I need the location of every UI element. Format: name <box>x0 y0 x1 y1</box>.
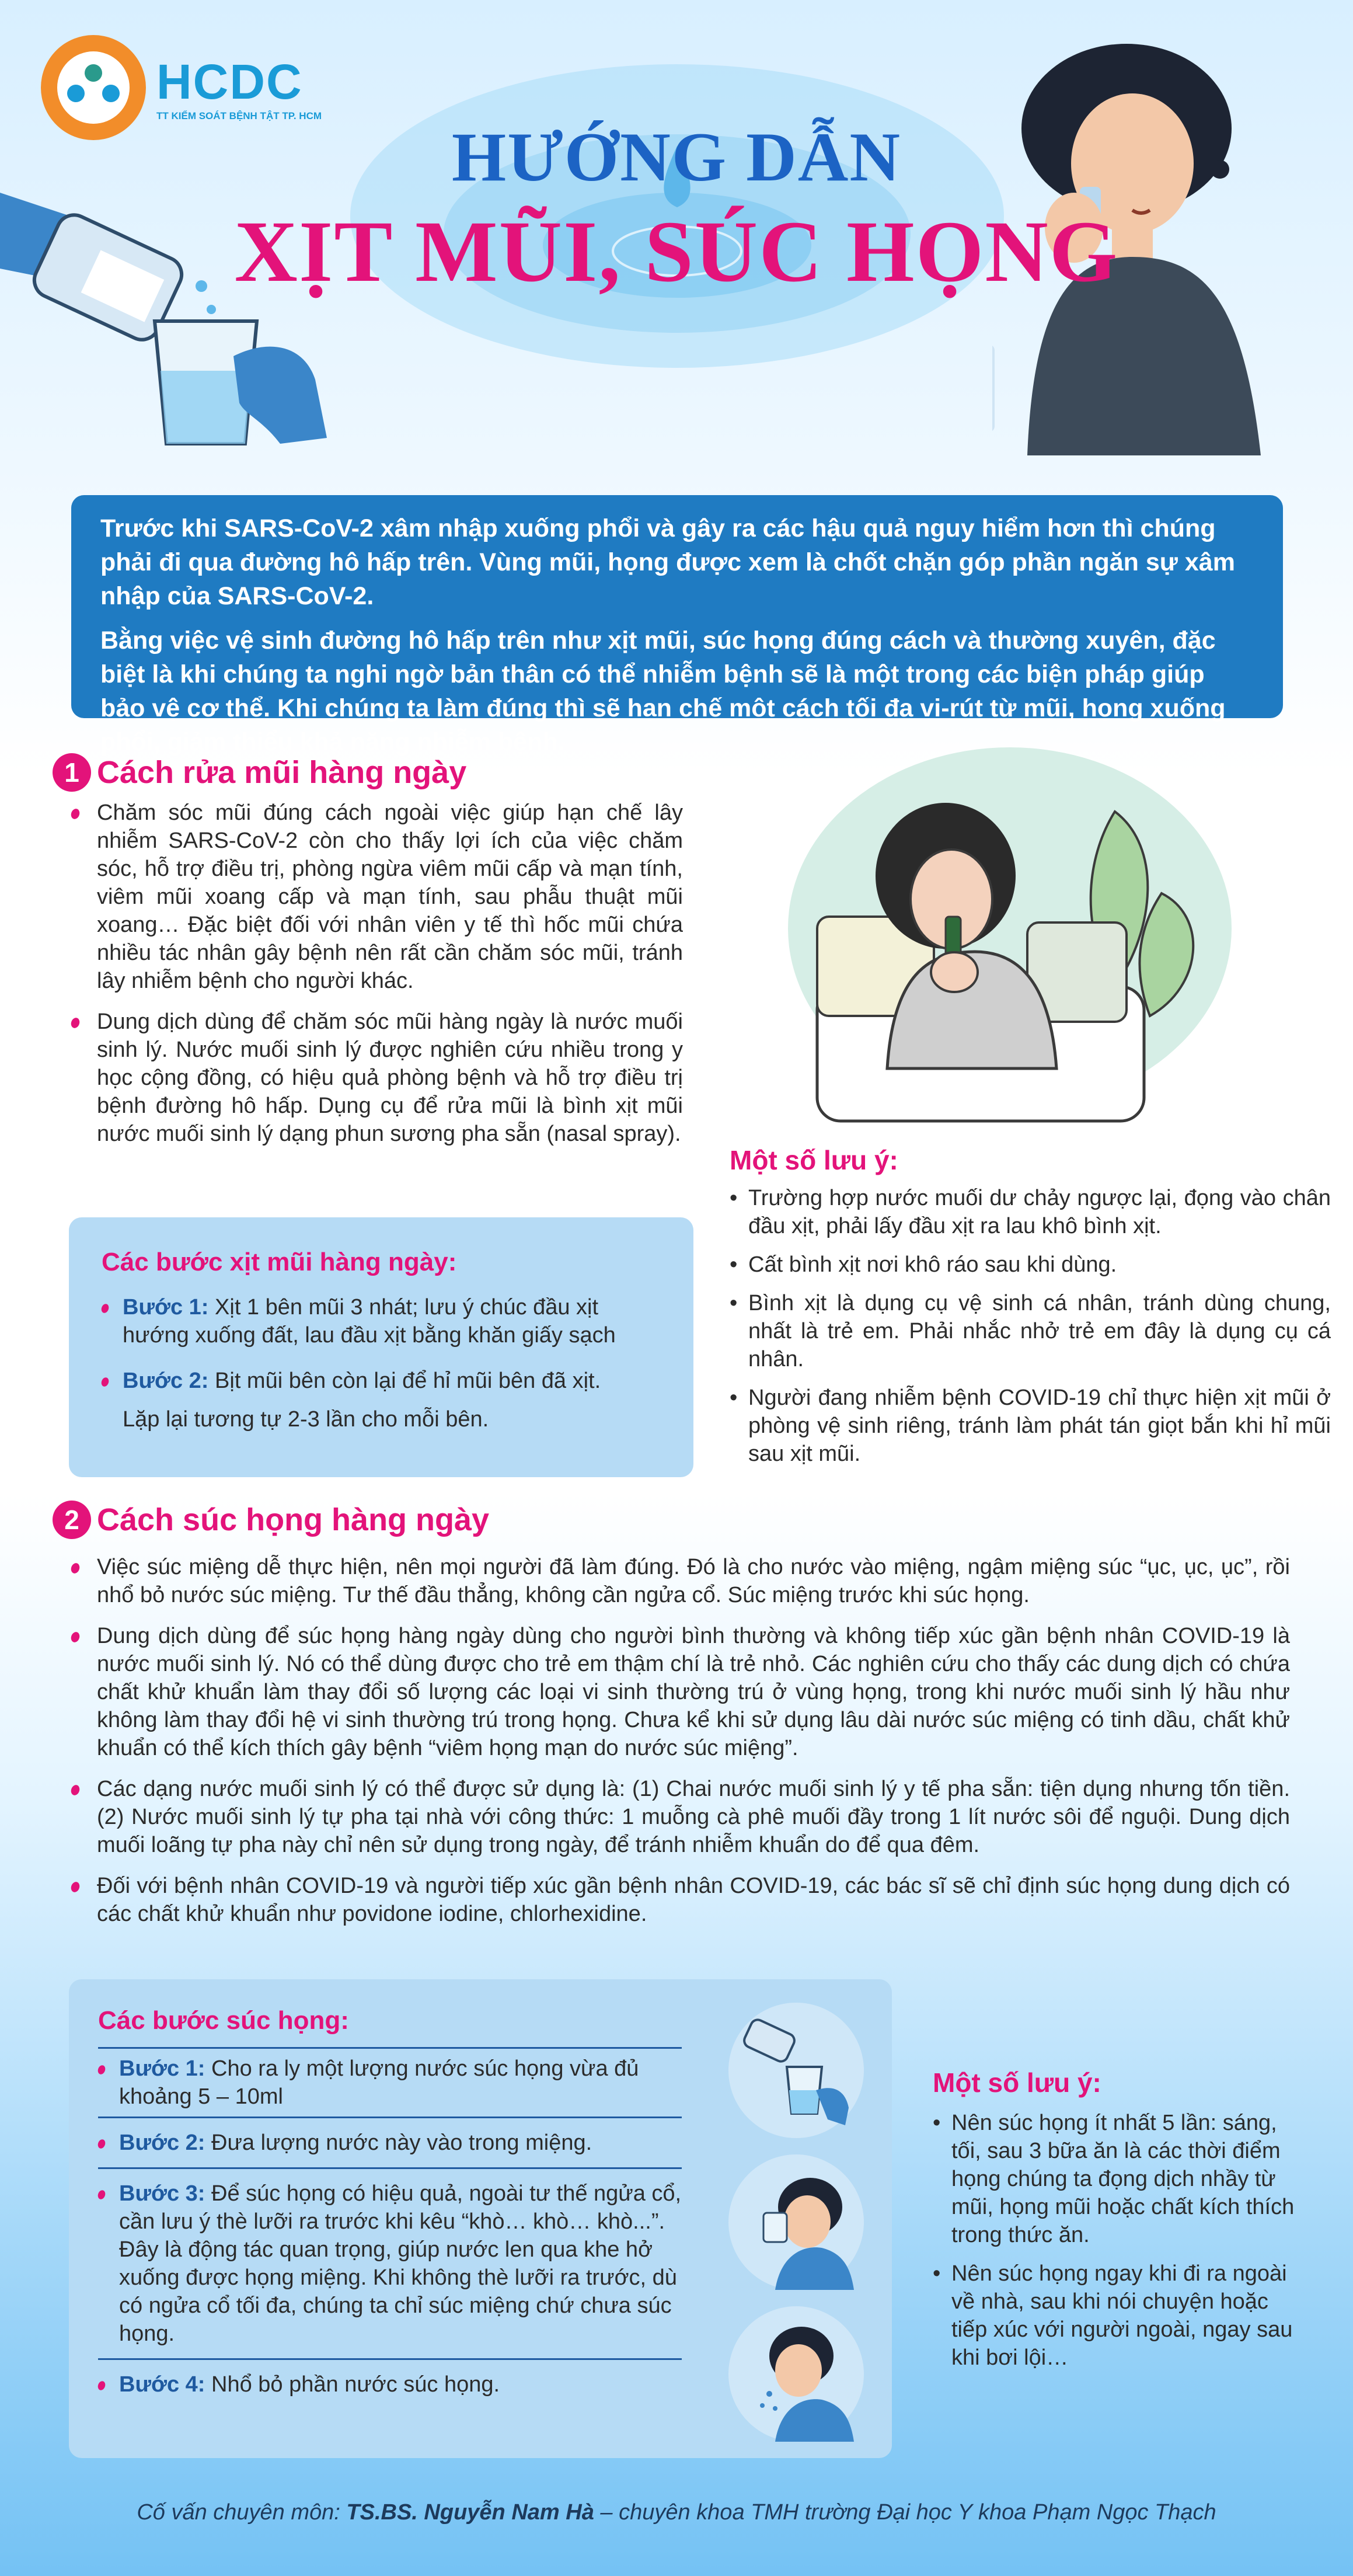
title-line-1: HƯỚNG DẪN <box>451 118 902 196</box>
section-2-number: 2 <box>53 1501 91 1539</box>
list-item: Dung dịch dùng để chăm sóc mũi hàng ngày là nước muối sinh lý. Nước muối sinh lý được nghiên cứu nhiều trong y học cộng đồng, có hiệu quả phòng bệnh và hỗ trợ điều trị bệnh đường hô hấp. Dụng cụ để rửa mũi là bình xịt mũi nước muối sinh lý dạng phun sương pha sẵn (nasal spray). <box>70 1008 683 1148</box>
intro-box <box>71 495 1283 756</box>
step-label: Bước 2: <box>123 1369 209 1393</box>
gargle-steps-box <box>69 1979 892 2458</box>
step-label: Bước 1: <box>119 2056 205 2081</box>
drinking-water-step-icon <box>728 2154 864 2290</box>
step-text: Cho ra ly một lượng nước súc họng vừa đủ khoảng 5 – 10ml <box>119 2056 639 2109</box>
step-text: Để súc họng có hiệu quả, ngoài tư thế ngửa cổ, cần lưu ý thè lưỡi ra trước khi kêu “khò… khò… khò...”. Đây là động tác quan trọng, giúp nước len qua khe hở xuống được họng miệng. Khi không thè lưỡi ra trước, dù có ngửa cổ tối đa, chúng ta chỉ súc miệng chứ chưa súc họng. <box>119 2181 682 2346</box>
nasal-step-2 <box>102 1367 661 1395</box>
step-label: Bước 3: <box>119 2181 205 2206</box>
gargle-step-1 <box>98 2055 703 2111</box>
nasal-steps-box <box>69 1217 693 1477</box>
nasal-step-1 <box>102 1293 661 1349</box>
section-1-number: 1 <box>53 753 91 792</box>
woman-sick-in-bed-illustration <box>753 742 1237 1150</box>
gargle-step-2 <box>98 2129 703 2157</box>
list-item: Chăm sóc mũi đúng cách ngoài việc giúp hạn chế lây nhiễm SARS-CoV-2 còn cho thấy lợi ích của việc chăm sóc, hỗ trợ điều trị, phòng ngừa viêm mũi cấp và mạn tính, viêm mũi xoang cấp và mạn tính, sau phẫu thuật mũi xoang… Đặc biệt đối với nhân viên y tế thì hốc mũi chứa nhiều tác nhân gây bệnh nên rất cần chăm sóc mũi, tránh lây nhiễm bệnh cho người khác. <box>70 799 683 995</box>
list-item: Các dạng nước muối sinh lý có thể được sử dụng là: (1) Chai nước muối sinh lý y tế pha sẵn: tiện dụng nhưng tốn tiền. (2) Nước muối sinh lý tự pha tại nhà với công thức: 1 muỗng cà phê muối đầy trong 1 lít nước sôi để nguội. Dung dịch muối loãng tự pha này chỉ nên sử dụng trong ngày, để tránh nhiễm khuẩn do để qua đêm. <box>70 1775 1290 1859</box>
list-item: Việc súc miệng dễ thực hiện, nên mọi người đã làm đúng. Đó là cho nước vào miệng, ngậm miệng súc “ục, ục, ục”, rồi nhổ bỏ nước súc miệng. Tư thế đầu thẳng, không cần ngửa cổ. Súc miệng trước khi súc họng. <box>70 1553 1290 1609</box>
gargle-step-3 <box>98 2180 703 2348</box>
list-item: • Bình xịt là dụng cụ vệ sinh cá nhân, tránh dùng chung, nhất là trẻ em. Phải nhắc nhở trẻ em đây là dụng cụ cá nhân. <box>730 1289 1331 1373</box>
spitting-water-step-icon <box>728 2306 864 2442</box>
section-1-bullets <box>70 799 683 1161</box>
footer-prefix: Cố vấn chuyên môn: <box>137 2500 347 2525</box>
gargle-notes-title: Một số lưu ý: <box>933 2067 1101 2098</box>
section-1-header <box>53 753 466 792</box>
step-text: Nhổ bỏ phần nước súc họng. <box>211 2372 500 2397</box>
gargle-notes-list <box>933 2109 1295 2372</box>
list-item: Dung dịch dùng để súc họng hàng ngày dùng cho người bình thường và không tiếp xúc gần bệnh nhân COVID-19 là nước muối sinh lý. Nó có thể dùng được cho trẻ em thậm chí là trẻ nhỏ. Các nghiên cứu cho thấy các dung dịch có chứa chất khử khuẩn làm thay đổi số lượng các loại vi sinh thường trú ở vùng họng, trong khi nước muối sinh lý hầu như không làm thay đổi hệ vi sinh thường trú trong họng. Chưa kể khi sử dụng lâu dài nước súc miệng có tinh dầu, chất khử khuẩn có thể kích thích gây bệnh “viêm họng mạn do nước súc miệng”. <box>70 1622 1290 1762</box>
intro-paragraph-2: Bằng việc vệ sinh đường hô hấp trên như xịt mũi, súc họng đúng cách và thường xuyên, đặc biệt là khi chúng ta nghi ngờ bản thân có thể nhiễm bệnh sẽ là một trong các biện pháp giúp bảo vệ cơ thể. Khi chúng ta làm đúng thì sẽ hạn chế một cách tối đa vi-rút từ mũi, họng xuống phổi, giảm thiểu khả năng nhiễm bệnh. <box>100 626 1226 756</box>
nasal-steps-repeat-note: Lặp lại tương tự 2-3 lần cho mỗi bên. <box>123 1407 489 1432</box>
section-2-title: Cách súc họng hàng ngày <box>97 1502 490 1537</box>
gargle-steps-title: Các bước súc họng: <box>98 2006 349 2035</box>
list-item: • Trường hợp nước muối dư chảy ngược lại, đọng vào chân đầu xịt, phải lấy đầu xịt ra lau khô bình xịt. <box>730 1184 1331 1240</box>
list-item: • Nên súc họng ngay khi đi ra ngoài về nhà, sau khi nói chuyện hoặc tiếp xúc với người ngoài, ngay sau khi bơi lội… <box>933 2260 1295 2372</box>
list-item: • Nên súc họng ít nhất 5 lần: sáng, tối, sau 3 bữa ăn là các thời điểm họng chúng ta đọng dịch nhầy từ mũi, họng mũi hoặc chất kích thích trong thức ăn. <box>933 2109 1295 2249</box>
list-item: • Người đang nhiễm bệnh COVID-19 chỉ thực hiện xịt mũi ở phòng vệ sinh riêng, tránh làm phát tán giọt bắn khi hỉ mũi sau xịt mũi. <box>730 1384 1331 1468</box>
step-text: Đưa lượng nước này vào trong miệng. <box>211 2131 592 2155</box>
list-item: Đối với bệnh nhân COVID-19 và người tiếp xúc gần bệnh nhân COVID-19, các bác sĩ sẽ chỉ định súc họng dung dịch có các chất khử khuẩn như povidone iodine, chlorhexidine. <box>70 1872 1290 1928</box>
list-item: • Cất bình xịt nơi khô ráo sau khi dùng. <box>730 1251 1331 1279</box>
section-1-title: Cách rửa mũi hàng ngày <box>97 755 467 790</box>
pouring-water-step-icon <box>728 2003 864 2138</box>
nasal-notes-title: Một số lưu ý: <box>730 1145 898 1175</box>
step-text: Bịt mũi bên còn lại để hỉ mũi bên đã xịt. <box>215 1369 601 1393</box>
gargle-notes <box>933 2067 1295 2382</box>
footer-advisor <box>0 2500 1353 2525</box>
section-2-header <box>53 1501 489 1539</box>
logo-brand-text: HCDC <box>156 54 303 109</box>
footer-suffix: – chuyên khoa TMH trường Đại học Y khoa Phạm Ngọc Thạch <box>594 2500 1216 2525</box>
nasal-notes <box>730 1144 1331 1478</box>
step-text: Xịt 1 bên mũi 3 nhát; lưu ý chúc đầu xịt hướng xuống đất, lau đầu xịt bằng khăn giấy sạch <box>123 1295 616 1348</box>
step-label: Bước 1: <box>123 1295 209 1320</box>
gargle-step-4 <box>98 2370 703 2399</box>
step-label: Bước 4: <box>119 2372 205 2397</box>
footer-name: TS.BS. Nguyễn Nam Hà <box>346 2500 594 2525</box>
logo-subtitle: TT KIỂM SOÁT BỆNH TẬT TP. HCM <box>156 110 322 121</box>
title-line-2: XỊT MŨI, SÚC HỌNG <box>234 203 1119 300</box>
nasal-notes-list <box>730 1184 1331 1468</box>
nasal-steps-title: Các bước xịt mũi hàng ngày: <box>102 1248 457 1276</box>
step-label: Bước 2: <box>119 2131 205 2155</box>
section-2-bullets <box>70 1553 1290 1941</box>
intro-paragraph-1: Trước khi SARS-CoV-2 xâm nhập xuống phổi và gây ra các hậu quả nguy hiểm hơn thì chúng phải đi qua đường hô hấp trên. Vùng mũi, họng được xem là chốt chặn góp phần ngăn sự xâm nhập của SARS-CoV-2. <box>100 514 1235 610</box>
